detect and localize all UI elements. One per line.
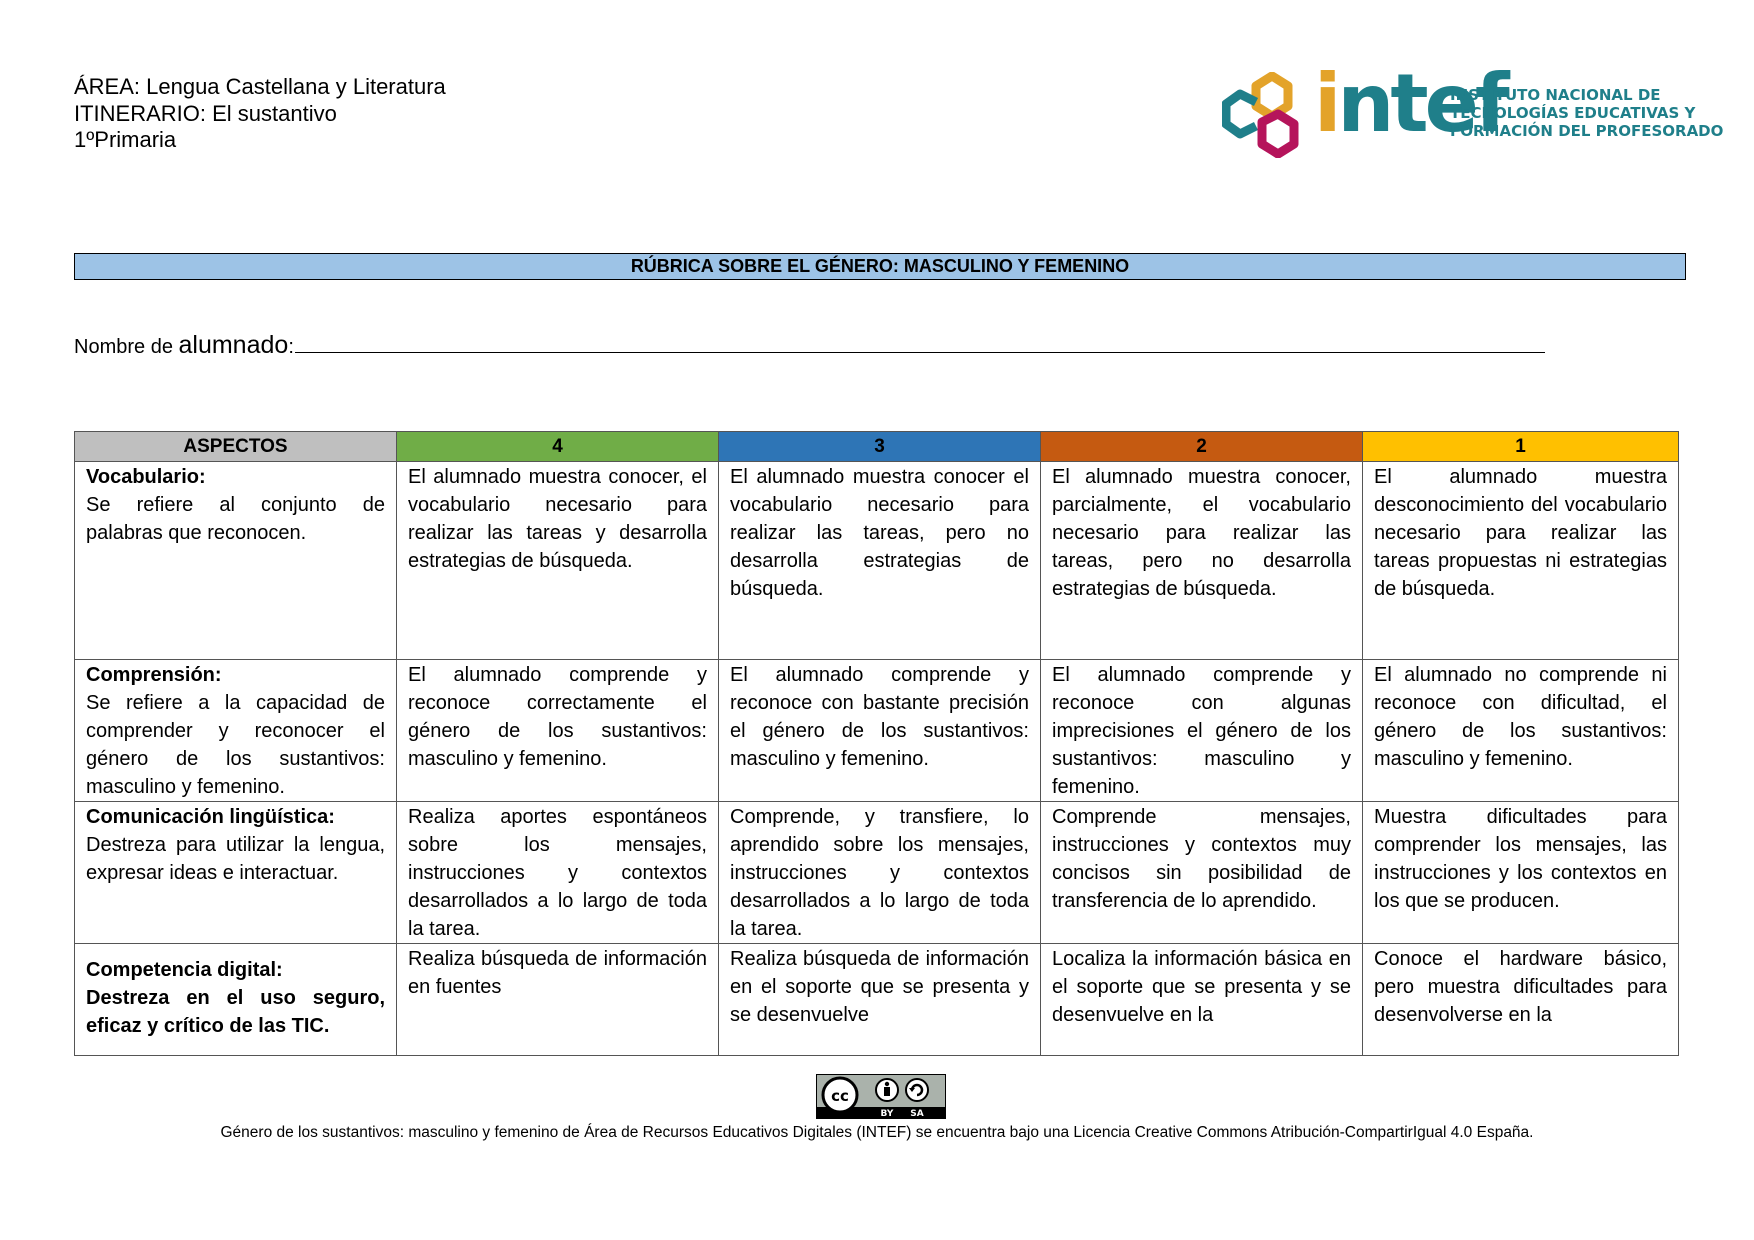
intef-symbol-icon <box>1222 72 1312 158</box>
rubric-header-row <box>75 432 1679 462</box>
rubric-table <box>74 431 1679 1056</box>
criterion-cell: Muestra dificultades para comprender los mensajes, las instrucciones y los contextos en los que se producen. <box>1363 802 1679 944</box>
rubric-row-comunicacion <box>75 802 1679 944</box>
header-score-3: 3 <box>719 432 1041 462</box>
criterion-cell: El alumnado muestra conocer, el vocabulario necesario para realizar las tareas y desarrolla estrategias de búsqueda. <box>397 462 719 660</box>
student-name-field <box>74 331 1554 360</box>
criterion-cell: Realiza aportes espontáneos sobre los mensajes, instrucciones y contextos desarrollados a lo largo de toda la tarea. <box>397 802 719 944</box>
header-score-4: 4 <box>397 432 719 462</box>
intef-wordmark: intef <box>1314 57 1506 150</box>
criterion-cell: El alumnado no comprende ni reconoce con dificultad, el género de los sustantivos: masculino y femenino. <box>1363 660 1679 802</box>
header-score-2: 2 <box>1041 432 1363 462</box>
cc-by-sa-badge-icon[interactable] <box>816 1074 946 1119</box>
rubric-row-comprension <box>75 660 1679 802</box>
svg-text:BY: BY <box>880 1109 894 1119</box>
student-name-label: Nombre de alumnado: <box>74 331 294 359</box>
criterion-cell: El alumnado muestra desconocimiento del vocabulario necesario para realizar las tareas propuestas ni estrategias de búsqueda. <box>1363 462 1679 660</box>
criterion-cell: Localiza la información básica en el soporte que se presenta y se desenvuelve en la <box>1041 944 1363 1056</box>
svg-text:cc: cc <box>831 1087 849 1105</box>
rubric-row-vocabulario <box>75 462 1679 660</box>
intef-institution-name: INSTITUTO NACIONAL DE TECNOLOGÍAS EDUCATIVAS Y FORMACIÓN DEL PROFESORADO <box>1450 86 1724 140</box>
criterion-cell: El alumnado comprende y reconoce correctamente el género de los sustantivos: masculino y femenino. <box>397 660 719 802</box>
header-aspectos: ASPECTOS <box>75 432 397 462</box>
criterion-cell: El alumnado muestra conocer, parcialmente, el vocabulario necesario para realizar las tareas, pero no desarrolla estrategias de búsqueda. <box>1041 462 1363 660</box>
criterion-cell: Comprende, y transfiere, lo aprendido sobre los mensajes, instrucciones y contextos desarrollados a lo largo de toda la tarea. <box>719 802 1041 944</box>
rubric-row-digital <box>75 944 1679 1056</box>
student-name-blank[interactable] <box>295 350 1545 353</box>
document-header <box>74 74 446 154</box>
intef-logo <box>1222 57 1724 158</box>
criterion-cell: El alumnado comprende y reconoce con algunas imprecisiones el género de los sustantivos: masculino y femenino. <box>1041 660 1363 802</box>
aspect-cell: Vocabulario: Se refiere al conjunto de palabras que reconocen. <box>75 462 397 660</box>
criterion-cell: Realiza búsqueda de información en el soporte que se presenta y se desenvuelve <box>719 944 1041 1056</box>
criterion-cell: El alumnado comprende y reconoce con bastante precisión el género de los sustantivos: masculino y femenino. <box>719 660 1041 802</box>
criterion-cell: Conoce el hardware básico, pero muestra dificultades para desenvolverse en la <box>1363 944 1679 1056</box>
itinerario-line: ITINERARIO: El sustantivo <box>74 100 337 126</box>
license-text: Género de los sustantivos: masculino y femenino de Área de Recursos Educativos Digitales (INTEF) se encuentra bajo una Licencia Creative Commons Atribución-CompartirIgual 4.0 España. <box>220 1124 1534 1141</box>
rubric-title: RÚBRICA SOBRE EL GÉNERO: MASCULINO Y FEMENINO <box>74 253 1686 280</box>
level-line: 1ºPrimaria <box>74 127 177 152</box>
aspect-cell: Competencia digital: Destreza en el uso seguro, eficaz y crítico de las TIC. <box>75 944 397 1056</box>
criterion-cell: El alumnado muestra conocer el vocabulario necesario para realizar las tareas, pero no desarrolla estrategias de búsqueda. <box>719 462 1041 660</box>
svg-text:SA: SA <box>910 1109 924 1119</box>
criterion-cell: Realiza búsqueda de información en fuentes <box>397 944 719 1056</box>
criterion-cell: Comprende mensajes, instrucciones y contextos muy concisos sin posibilidad de transferencia de lo aprendido. <box>1041 802 1363 944</box>
header-score-1: 1 <box>1363 432 1679 462</box>
aspect-cell: Comunicación lingüística: Destreza para utilizar la lengua, expresar ideas e interactuar. <box>75 802 397 944</box>
area-line: ÁREA: Lengua Castellana y Literatura <box>74 74 446 99</box>
aspect-cell: Comprensión: Se refiere a la capacidad de comprender y reconocer el género de los sustantivos: masculino y femenino. <box>75 660 397 802</box>
